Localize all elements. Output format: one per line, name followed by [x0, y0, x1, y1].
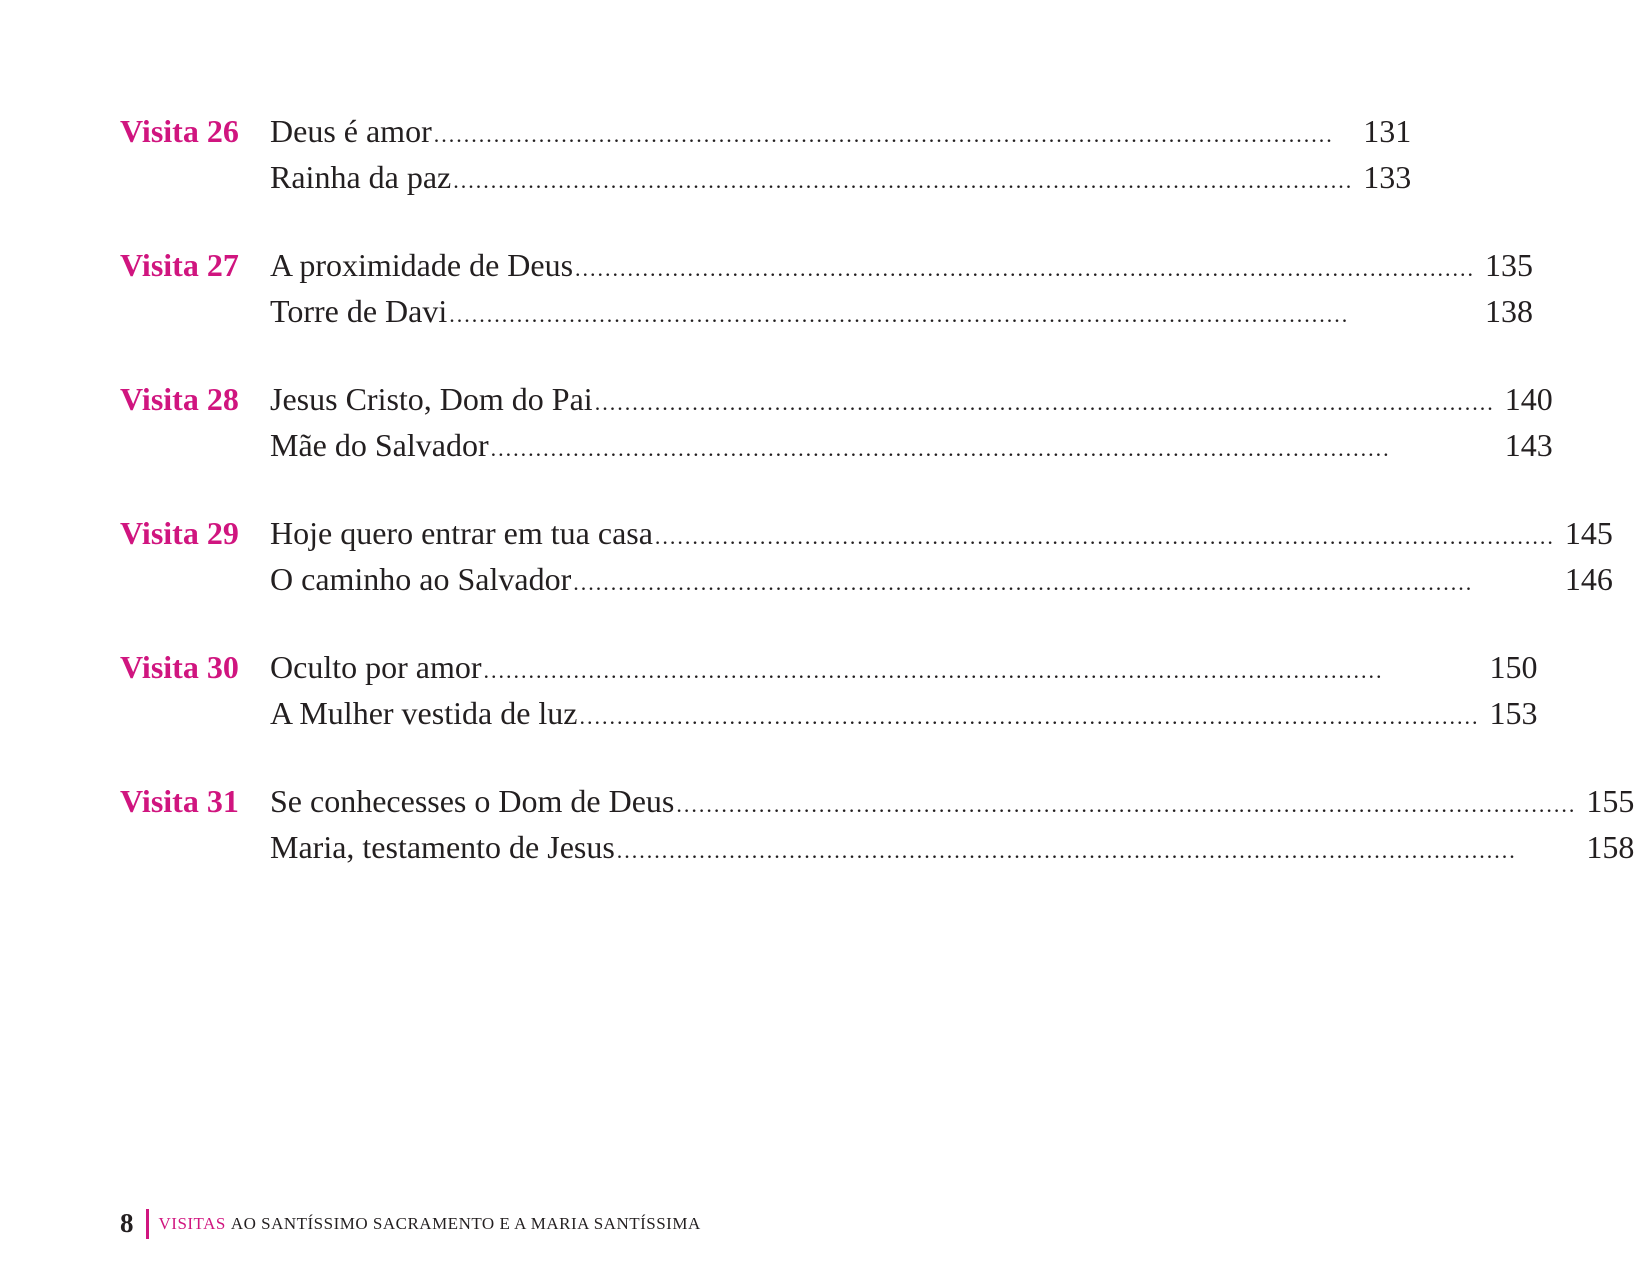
visita-label: Visita 26 — [120, 113, 239, 149]
dot-leader — [573, 562, 1555, 604]
entry-title: O caminho ao Salvador — [270, 561, 572, 597]
entry-title: Deus é amor — [270, 113, 432, 149]
dot-leader — [579, 696, 1479, 738]
entry-title: Oculto por amor — [270, 649, 482, 685]
entry-page-number: 131 — [1363, 113, 1412, 149]
entry-page-number: 150 — [1489, 649, 1538, 685]
dot-leader — [617, 830, 1577, 872]
entry-title: Se conhecesses o Dom de Deus — [270, 783, 675, 819]
toc-entry[interactable] — [270, 692, 1537, 738]
visita-label: Visita 28 — [120, 381, 239, 417]
toc-entry[interactable] — [270, 110, 1411, 156]
table-of-contents — [120, 110, 1634, 914]
toc-entry[interactable] — [270, 558, 1613, 604]
entry-page-number: 153 — [1489, 695, 1538, 731]
toc-entries — [270, 646, 1537, 738]
entry-title: Maria, testamento de Jesus — [270, 829, 615, 865]
dot-leader — [655, 516, 1555, 558]
entry-page-number: 145 — [1564, 515, 1613, 551]
toc-entry[interactable] — [270, 156, 1411, 202]
entry-title: Hoje quero entrar em tua casa — [270, 515, 653, 551]
entry-title: A Mulher vestida de luz — [270, 695, 578, 731]
dot-leader — [595, 382, 1495, 424]
toc-group-visita-31 — [120, 780, 1634, 872]
entry-title: Jesus Cristo, Dom do Pai — [270, 381, 593, 417]
toc-entries — [270, 110, 1411, 202]
entry-page-number: 143 — [1504, 427, 1553, 463]
visita-label: Visita 31 — [120, 783, 239, 819]
toc-entry[interactable] — [270, 826, 1634, 872]
toc-group-visita-30 — [120, 646, 1538, 738]
dot-leader — [575, 248, 1475, 290]
toc-entries — [270, 512, 1613, 604]
entry-page-number: 135 — [1485, 247, 1534, 283]
toc-entry[interactable] — [270, 244, 1533, 290]
toc-entry[interactable] — [270, 780, 1634, 826]
dot-leader — [484, 650, 1480, 692]
footer-divider — [146, 1209, 149, 1239]
footer-page-number: 8 — [120, 1208, 134, 1238]
toc-entries — [270, 780, 1634, 872]
dot-leader — [676, 784, 1576, 826]
entry-title: A proximidade de Deus — [270, 247, 574, 283]
entry-page-number: 133 — [1363, 159, 1412, 195]
page-footer — [120, 1208, 701, 1239]
visita-label: Visita 29 — [120, 515, 239, 551]
toc-group-visita-27 — [120, 244, 1534, 336]
dot-leader — [434, 114, 1354, 156]
footer-title: AO SANTÍSSIMO SACRAMENTO E A MARIA SANTÍSSIMA — [230, 1213, 701, 1233]
toc-entry[interactable] — [270, 378, 1553, 424]
visita-label: Visita 27 — [120, 247, 239, 283]
toc-entry[interactable] — [270, 646, 1537, 692]
footer-title-accent: VISITAS — [158, 1213, 226, 1233]
entry-page-number: 140 — [1504, 381, 1553, 417]
toc-group-visita-29 — [120, 512, 1613, 604]
toc-entries — [270, 244, 1533, 336]
entry-page-number: 146 — [1564, 561, 1613, 597]
toc-entry[interactable] — [270, 290, 1533, 336]
entry-page-number: 158 — [1586, 829, 1634, 865]
entry-title: Rainha da paz — [270, 159, 452, 195]
toc-entry[interactable] — [270, 512, 1613, 558]
toc-entries — [270, 378, 1553, 470]
toc-group-visita-26 — [120, 110, 1412, 202]
dot-leader — [453, 160, 1353, 202]
dot-leader — [449, 294, 1475, 336]
entry-page-number: 155 — [1586, 783, 1634, 819]
toc-group-visita-28 — [120, 378, 1553, 470]
entry-title: Torre de Davi — [270, 293, 448, 329]
dot-leader — [491, 428, 1495, 470]
toc-entry[interactable] — [270, 424, 1553, 470]
entry-title: Mãe do Salvador — [270, 427, 489, 463]
entry-page-number: 138 — [1485, 293, 1534, 329]
visita-label: Visita 30 — [120, 649, 239, 685]
